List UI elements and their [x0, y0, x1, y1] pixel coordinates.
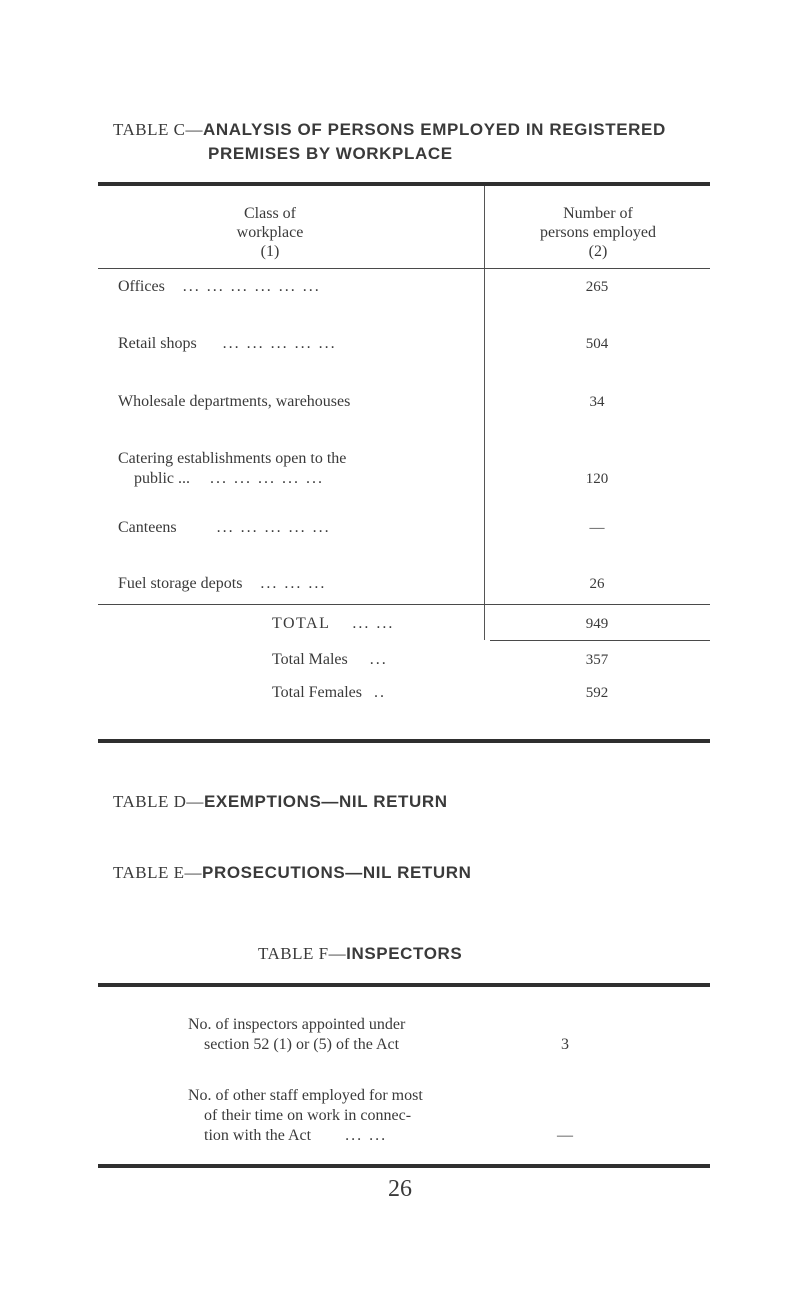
col2-header-line3: (2)	[588, 243, 608, 260]
table-row	[118, 334, 337, 354]
other-staff-line1: No. of other staff employed for most	[188, 1087, 423, 1104]
row-leader: ... ... ... ... ...	[210, 470, 324, 487]
table-row	[118, 277, 321, 297]
table-f-title	[258, 943, 462, 965]
table-d-title	[113, 791, 448, 813]
table-d-text: EXEMPTIONS—NIL RETURN	[203, 792, 448, 811]
table-f-prefix: TABLE F—	[258, 944, 347, 963]
row-label: Retail shops	[118, 335, 197, 352]
table-c-top-rule	[98, 182, 710, 186]
other-staff-value: —	[557, 1127, 573, 1144]
row-leader: ... ... ... ... ...	[216, 519, 331, 536]
table-row	[118, 392, 350, 412]
males-label: Total Males	[272, 651, 348, 668]
row-value: 26	[589, 576, 605, 592]
table-c-title-line2: PREMISES BY WORKPLACE	[208, 144, 453, 163]
inspectors-item	[188, 1015, 405, 1055]
row-label: Wholesale departments, warehouses	[118, 393, 351, 410]
other-staff-item	[188, 1086, 423, 1146]
other-staff-line2: of their time on work in connec-	[204, 1107, 412, 1124]
females-value: 592	[585, 685, 609, 701]
total-label: TOTAL	[272, 615, 331, 632]
table-e-title	[113, 862, 472, 884]
other-staff-leader: ... ...	[345, 1127, 388, 1144]
table-c-title	[113, 119, 666, 141]
col1-header	[180, 204, 360, 261]
table-f-top-rule	[98, 983, 710, 987]
table-row	[118, 518, 331, 538]
table-c-bottom-rule	[98, 739, 710, 743]
col1-header-line3: (1)	[260, 243, 280, 260]
total-leader: ... ...	[352, 615, 395, 632]
table-c-prefix: TABLE C—	[113, 120, 203, 139]
col2-header-line1: Number of	[563, 205, 633, 222]
total-row	[272, 614, 394, 634]
row-label-continued: public ...	[134, 470, 190, 487]
row-label: Canteens	[118, 519, 177, 536]
males-leader: ...	[369, 651, 388, 668]
table-f-bottom-rule	[98, 1164, 710, 1168]
row-leader: ... ... ...	[260, 575, 327, 592]
table-c-total-underline	[490, 640, 710, 641]
table-row	[118, 574, 326, 594]
row-value: —	[589, 520, 605, 536]
row-label: Catering establishments open to the	[118, 450, 347, 467]
inspectors-value: 3	[561, 1036, 569, 1053]
table-e-text: PROSECUTIONS—NIL RETURN	[202, 863, 472, 882]
row-leader: ... ... ... ... ...	[222, 335, 337, 352]
table-c-total-rule	[98, 604, 710, 605]
inspectors-line1: No. of inspectors appointed under	[188, 1016, 406, 1033]
other-staff-line3: tion with the Act	[204, 1127, 312, 1144]
row-label: Fuel storage depots	[118, 575, 243, 592]
table-c-title-line1: ANALYSIS OF PERSONS EMPLOYED IN REGISTERED	[203, 120, 666, 139]
col2-header	[488, 204, 708, 261]
col2-header-line2: persons employed	[540, 224, 656, 241]
inspectors-line2: section 52 (1) or (5) of the Act	[204, 1036, 400, 1053]
row-value: 504	[585, 336, 609, 352]
row-value: 34	[589, 394, 605, 410]
table-c-header-rule	[98, 268, 710, 269]
row-leader: ... ... ... ... ... ...	[182, 278, 321, 295]
table-c-total-divider	[484, 605, 485, 640]
females-leader: ..	[373, 684, 386, 701]
females-row	[272, 683, 386, 703]
table-e-prefix: TABLE E—	[113, 863, 203, 882]
row-label: Offices	[118, 278, 165, 295]
row-value: 265	[585, 279, 609, 295]
table-row-continuation	[134, 469, 324, 489]
row-value: 120	[585, 471, 609, 487]
table-c-body-divider	[484, 269, 485, 605]
table-f-text: INSPECTORS	[346, 944, 463, 963]
col1-header-line1: Class of	[244, 205, 296, 222]
females-label: Total Females	[272, 684, 362, 701]
col1-header-line2: workplace	[236, 224, 304, 241]
total-value: 949	[585, 616, 609, 632]
page-number: 26	[388, 1176, 412, 1202]
males-value: 357	[585, 652, 609, 668]
table-d-prefix: TABLE D—	[113, 792, 204, 811]
table-row	[118, 449, 346, 469]
males-row	[272, 650, 388, 670]
